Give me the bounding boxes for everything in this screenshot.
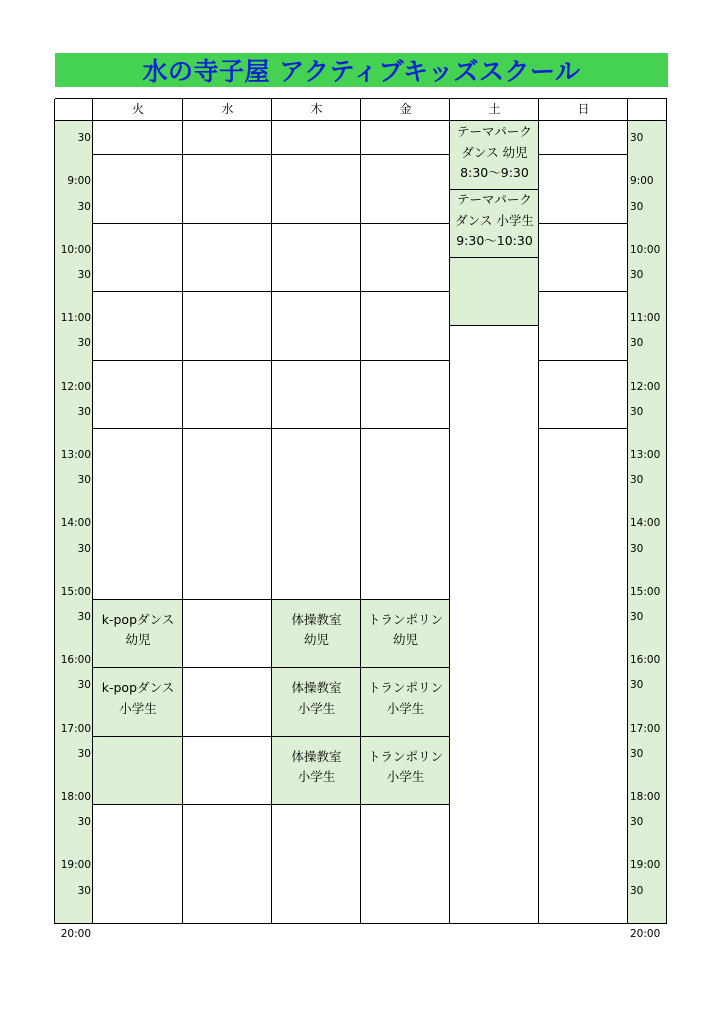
session-line: トランポリン (367, 748, 443, 764)
time-label-left: 15:00 (60, 585, 91, 598)
time-label-right: 17:00 (630, 722, 661, 735)
session-line: トランポリン (367, 680, 443, 696)
session-thu-1 (272, 600, 361, 668)
session-line: 8:30～9:30 (460, 165, 529, 180)
block-line (361, 667, 450, 668)
hour-line (361, 223, 450, 224)
time-label-right: 30 (630, 884, 644, 897)
session-line: 小学生 (119, 700, 157, 716)
session-line: 幼児 (125, 632, 151, 648)
block-line (93, 599, 183, 600)
time-label-right: 19:00 (630, 859, 661, 872)
block-line (183, 667, 272, 668)
time-label-left: 9:00 (67, 175, 91, 188)
session-thu-2 (272, 668, 361, 736)
hour-line (93, 360, 183, 361)
session-line: 幼児 (303, 632, 329, 648)
hour-line (272, 428, 361, 429)
hour-line (361, 428, 450, 429)
time-label-right: 11:00 (630, 312, 661, 325)
hour-line (361, 360, 450, 361)
hour-line (93, 154, 183, 155)
day-header-fri: 金 (399, 102, 412, 116)
hour-line (539, 223, 628, 224)
block-line (93, 736, 183, 737)
hour-line (361, 291, 450, 292)
session-sat-blank (450, 258, 539, 326)
sat-line (450, 325, 539, 326)
hour-line (539, 360, 628, 361)
time-label-right: 30 (630, 132, 644, 145)
time-label-left: 10:00 (60, 243, 91, 256)
block-line (183, 599, 272, 600)
sat-line (450, 189, 539, 190)
time-label-right: 30 (630, 200, 644, 213)
time-label-left: 16:00 (60, 654, 91, 667)
column-divider (92, 99, 93, 924)
session-line: k-popダンス (101, 680, 175, 696)
time-label-left: 30 (77, 337, 91, 350)
session-line: 小学生 (386, 769, 425, 785)
session-line: 小学生 (297, 700, 336, 716)
session-fri-3 (361, 737, 450, 805)
session-line: トランポリン (367, 611, 443, 627)
day-header-sun: 日 (577, 102, 590, 116)
hour-line (183, 154, 272, 155)
block-line (272, 599, 361, 600)
time-label-left: 14:00 (60, 517, 91, 530)
time-label-right: 30 (630, 542, 644, 555)
hour-line (183, 291, 272, 292)
time-label-left: 30 (77, 816, 91, 829)
column-divider (627, 99, 628, 924)
session-fri-1 (361, 600, 450, 668)
session-line: 体操教室 (291, 748, 342, 764)
session-line: k-popダンス (101, 611, 175, 627)
time-label-left: 30 (77, 474, 91, 487)
time-label-left: 30 (77, 542, 91, 555)
session-line: 9:30～10:30 (456, 233, 533, 249)
title-banner (55, 53, 668, 87)
session-thu-3 (272, 737, 361, 805)
time-label-right: 30 (630, 337, 644, 350)
block-line (272, 804, 361, 805)
time-label-left: 30 (77, 610, 91, 623)
time-label-left: 19:00 (60, 859, 91, 872)
time-label-left: 30 (77, 884, 91, 897)
session-line: ダンス 小学生 (455, 212, 534, 228)
day-header-tue: 火 (131, 102, 144, 116)
sat-line (450, 257, 539, 258)
time-label-left: 30 (77, 200, 91, 213)
time-label-right: 30 (630, 268, 644, 281)
session-line: 小学生 (297, 769, 336, 785)
block-line (361, 736, 450, 737)
time-label-right: 10:00 (630, 243, 661, 256)
time-label-left: 17:00 (60, 722, 91, 735)
day-column-sun (539, 121, 628, 924)
time-label-left: 30 (77, 405, 91, 418)
session-line: 小学生 (386, 700, 425, 716)
block-line (361, 804, 450, 805)
time-label-right: 30 (630, 816, 644, 829)
hour-line (93, 291, 183, 292)
time-label-right: 15:00 (630, 585, 661, 598)
hour-line (272, 154, 361, 155)
session-line: ダンス 幼児 (461, 144, 528, 160)
time-label-right: 30 (630, 610, 644, 623)
session-tue-2 (93, 668, 183, 736)
session-line: 体操教室 (291, 611, 342, 627)
hour-line (183, 428, 272, 429)
time-label-right: 9:00 (630, 175, 654, 188)
session-tue-blank (93, 737, 183, 805)
block-line (183, 736, 272, 737)
day-header-sat: 土 (488, 102, 501, 116)
column-divider (271, 99, 272, 924)
session-line: 体操教室 (291, 680, 342, 696)
hour-line (539, 291, 628, 292)
time-label-left: 13:00 (60, 449, 91, 461)
hour-line (272, 360, 361, 361)
session-sat-1 (450, 121, 539, 189)
time-label-left: 11:00 (60, 312, 91, 325)
time-label-right: 30 (630, 474, 644, 487)
block-line (183, 804, 272, 805)
column-divider (182, 99, 183, 924)
hour-line (93, 223, 183, 224)
block-line (272, 736, 361, 737)
hour-line (183, 360, 272, 361)
hour-line (93, 428, 183, 429)
day-header-thu: 木 (310, 102, 323, 116)
session-line: テーマパーク (457, 192, 532, 208)
block-line (93, 667, 183, 668)
session-tue-1 (93, 600, 183, 668)
weekly-timetable (55, 99, 667, 940)
time-label-right: 12:00 (630, 380, 661, 393)
time-label-right: 30 (630, 405, 644, 418)
time-label-left: 30 (77, 679, 91, 692)
table-side-border (666, 99, 667, 924)
time-label-right: 20:00 (630, 927, 661, 940)
session-sat-2 (450, 189, 539, 257)
time-label-right: 30 (630, 747, 644, 760)
session-line: 幼児 (392, 632, 418, 648)
hour-line (539, 154, 628, 155)
time-label-left: 30 (77, 268, 91, 281)
hour-line (272, 223, 361, 224)
time-label-left: 18:00 (60, 791, 91, 803)
block-line (93, 804, 183, 805)
block-line (272, 667, 361, 668)
column-divider (538, 99, 539, 924)
time-label-left: 20:00 (60, 927, 91, 940)
session-line: テーマパーク (457, 124, 532, 139)
page-title: 水の寺子屋 アクティブキッズスクール (142, 57, 581, 86)
day-header-wed: 水 (221, 102, 234, 116)
hour-line (272, 291, 361, 292)
hour-line (539, 428, 628, 429)
time-label-right: 18:00 (630, 791, 661, 803)
time-label-right: 13:00 (630, 449, 661, 461)
time-label-right: 14:00 (630, 517, 661, 530)
session-fri-2 (361, 668, 450, 736)
time-label-right: 16:00 (630, 654, 661, 667)
block-line (361, 599, 450, 600)
column-divider (449, 99, 450, 924)
time-label-left: 30 (77, 132, 91, 145)
hour-line (361, 154, 450, 155)
time-label-left: 30 (77, 747, 91, 760)
time-label-right: 30 (630, 679, 644, 692)
time-label-left: 12:00 (60, 380, 91, 393)
column-divider (360, 99, 361, 924)
hour-line (183, 223, 272, 224)
